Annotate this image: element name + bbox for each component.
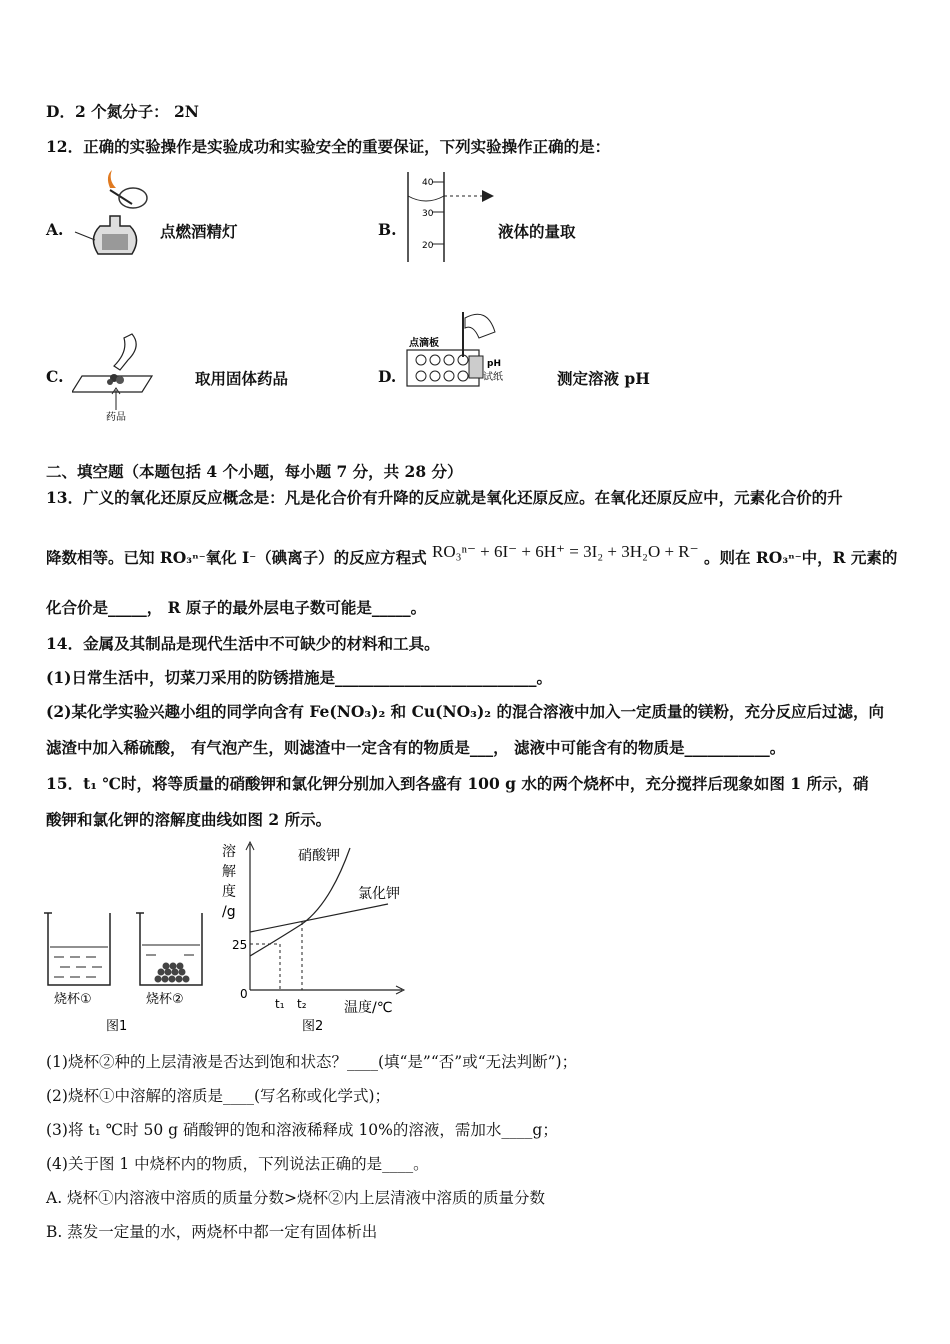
- q13-line3: 化合价是_____， R 原子的最外层电子数可能是_____。: [46, 598, 427, 617]
- beaker2-label: 烧杯②: [146, 992, 184, 1007]
- ylabel-1: 溶: [222, 844, 236, 860]
- q15-stem-line1: 15．t₁ ℃时，将等质量的硝酸钾和氯化钾分别加入到各盛有 100 g 水的两个烧杯中，充分搅拌后现象如图 1 所示，硝: [46, 774, 869, 793]
- curve-kcl-label: 氯化钾: [358, 886, 400, 902]
- q12-option-b-label: B.: [378, 220, 397, 239]
- test-paper-label: 试纸: [483, 372, 503, 383]
- hand-icon: [114, 334, 136, 370]
- q15-sub4: (4)关于图 1 中烧杯内的物质，下列说法正确的是____。: [46, 1155, 429, 1173]
- q15-stem-line2: 酸钾和氯化钾的溶解度曲线如图 2 所示。: [46, 810, 332, 829]
- solid-reagent-figure: [72, 330, 168, 422]
- hand-icon: [465, 314, 495, 338]
- q12-option-d-caption: 测定溶液 pH: [557, 369, 650, 388]
- tick-40: 40: [422, 178, 434, 188]
- section-title: 二、填空题（本题包括 4 个小题，每小题 7 分，共 28 分）: [46, 462, 463, 481]
- figure1-caption: 图1: [106, 1019, 128, 1034]
- xlabel: 温度/℃: [344, 1000, 393, 1016]
- figure2-solubility-chart: [218, 838, 418, 1038]
- figure2-caption: 图2: [302, 1019, 324, 1034]
- curve-kno3-label: 硝酸钾: [298, 848, 340, 864]
- q12-option-c-caption: 取用固体药品: [195, 369, 289, 388]
- origin-label: 0: [240, 987, 248, 1001]
- ylabel-2: 解: [222, 864, 236, 880]
- t1-label: t₁: [275, 997, 285, 1011]
- q13-line1: 13．广义的氧化还原反应概念是：凡是化合价有升降的反应就是氧化还原反应。在氧化还原反应中，元素化合价的升: [46, 488, 843, 507]
- q15-option-a: A. 烧杯①内溶液中溶质的质量分数>烧杯②内上层清液中溶质的质量分数: [46, 1189, 546, 1207]
- tick-30: 30: [422, 209, 434, 219]
- q15-option-b: B. 蒸发一定量的水，两烧杯中都一定有固体析出: [46, 1223, 378, 1241]
- figure1-beakers: [40, 905, 215, 1040]
- q12-stem: 12．正确的实验操作是实验成功和实验安全的重要保证，下列实验操作正确的是：: [46, 137, 611, 156]
- ylabel-4: /g: [222, 904, 236, 920]
- q12-option-b-caption: 液体的量取: [498, 222, 576, 241]
- q12-option-c-label: C.: [46, 367, 64, 386]
- q11-option-d: D．2 个氮分子： 2N: [46, 102, 199, 121]
- tick-20: 20: [422, 241, 434, 251]
- q14-stem: 14．金属及其制品是现代生活中不可缺少的材料和工具。: [46, 634, 440, 653]
- q12-option-a-label: A.: [46, 220, 64, 239]
- flame-icon: [108, 170, 116, 188]
- q14-part1: (1)日常生活中，切菜刀采用的防锈措施是__________________________。: [46, 668, 552, 687]
- ylabel-3: 度: [222, 884, 236, 900]
- curve-kno3: [250, 848, 350, 956]
- q15-sub2: (2)烧杯①中溶解的溶质是____(写名称或化学式)；: [46, 1087, 391, 1105]
- q14-part2-line1: (2)某化学实验兴趣小组的同学向含有 Fe(NO₃)₂ 和 Cu(NO₃)₂ 的混合溶液中加入一定质量的镁粉，充分反应后过滤，向: [46, 702, 884, 721]
- t2-label: t₂: [297, 997, 307, 1011]
- spot-plate-label: 点滴板: [409, 338, 439, 349]
- ph-label: pH: [487, 359, 501, 369]
- q15-sub3: (3)将 t₁ ℃时 50 g 硝酸钾的饱和溶液稀释成 10%的溶液，需加水____g；: [46, 1121, 558, 1139]
- q14-part2-line2: 滤渣中加入稀硫酸， 有气泡产生，则滤渣中一定含有的物质是___， 滤液中可能含有的物质是___________。: [46, 738, 786, 757]
- q13-line2: 降数相等。已知 RO₃ⁿ⁻氧化 I⁻（碘离子）的反应方程式 RO₃ⁿ⁻ + 6I⁻ + 6H⁺ = 3I₂ + 3H₂O + R⁻ 。则在 RO₃ⁿ⁻中，R 元素的: [46, 542, 898, 567]
- q15-sub1: (1)烧杯②种的上层清液是否达到饱和状态？____(填“是”“否”或“无法判断”)；: [46, 1053, 578, 1071]
- q12-option-a-caption: 点燃酒精灯: [160, 222, 238, 241]
- eye-icon: [482, 190, 494, 202]
- alcohol-lamp-figure: [70, 168, 158, 266]
- graduated-cylinder-figure: [402, 170, 502, 265]
- ph-test-figure: [405, 302, 517, 392]
- q13-equation: RO₃ⁿ⁻ + 6I⁻ + 6H⁺ = 3I₂ + 3H₂O + R⁻: [432, 542, 699, 561]
- beaker1-label: 烧杯①: [54, 992, 92, 1007]
- y-tick-25: 25: [232, 938, 248, 952]
- reagent-label: 药品: [106, 412, 126, 422]
- q12-option-d-label: D.: [378, 367, 397, 386]
